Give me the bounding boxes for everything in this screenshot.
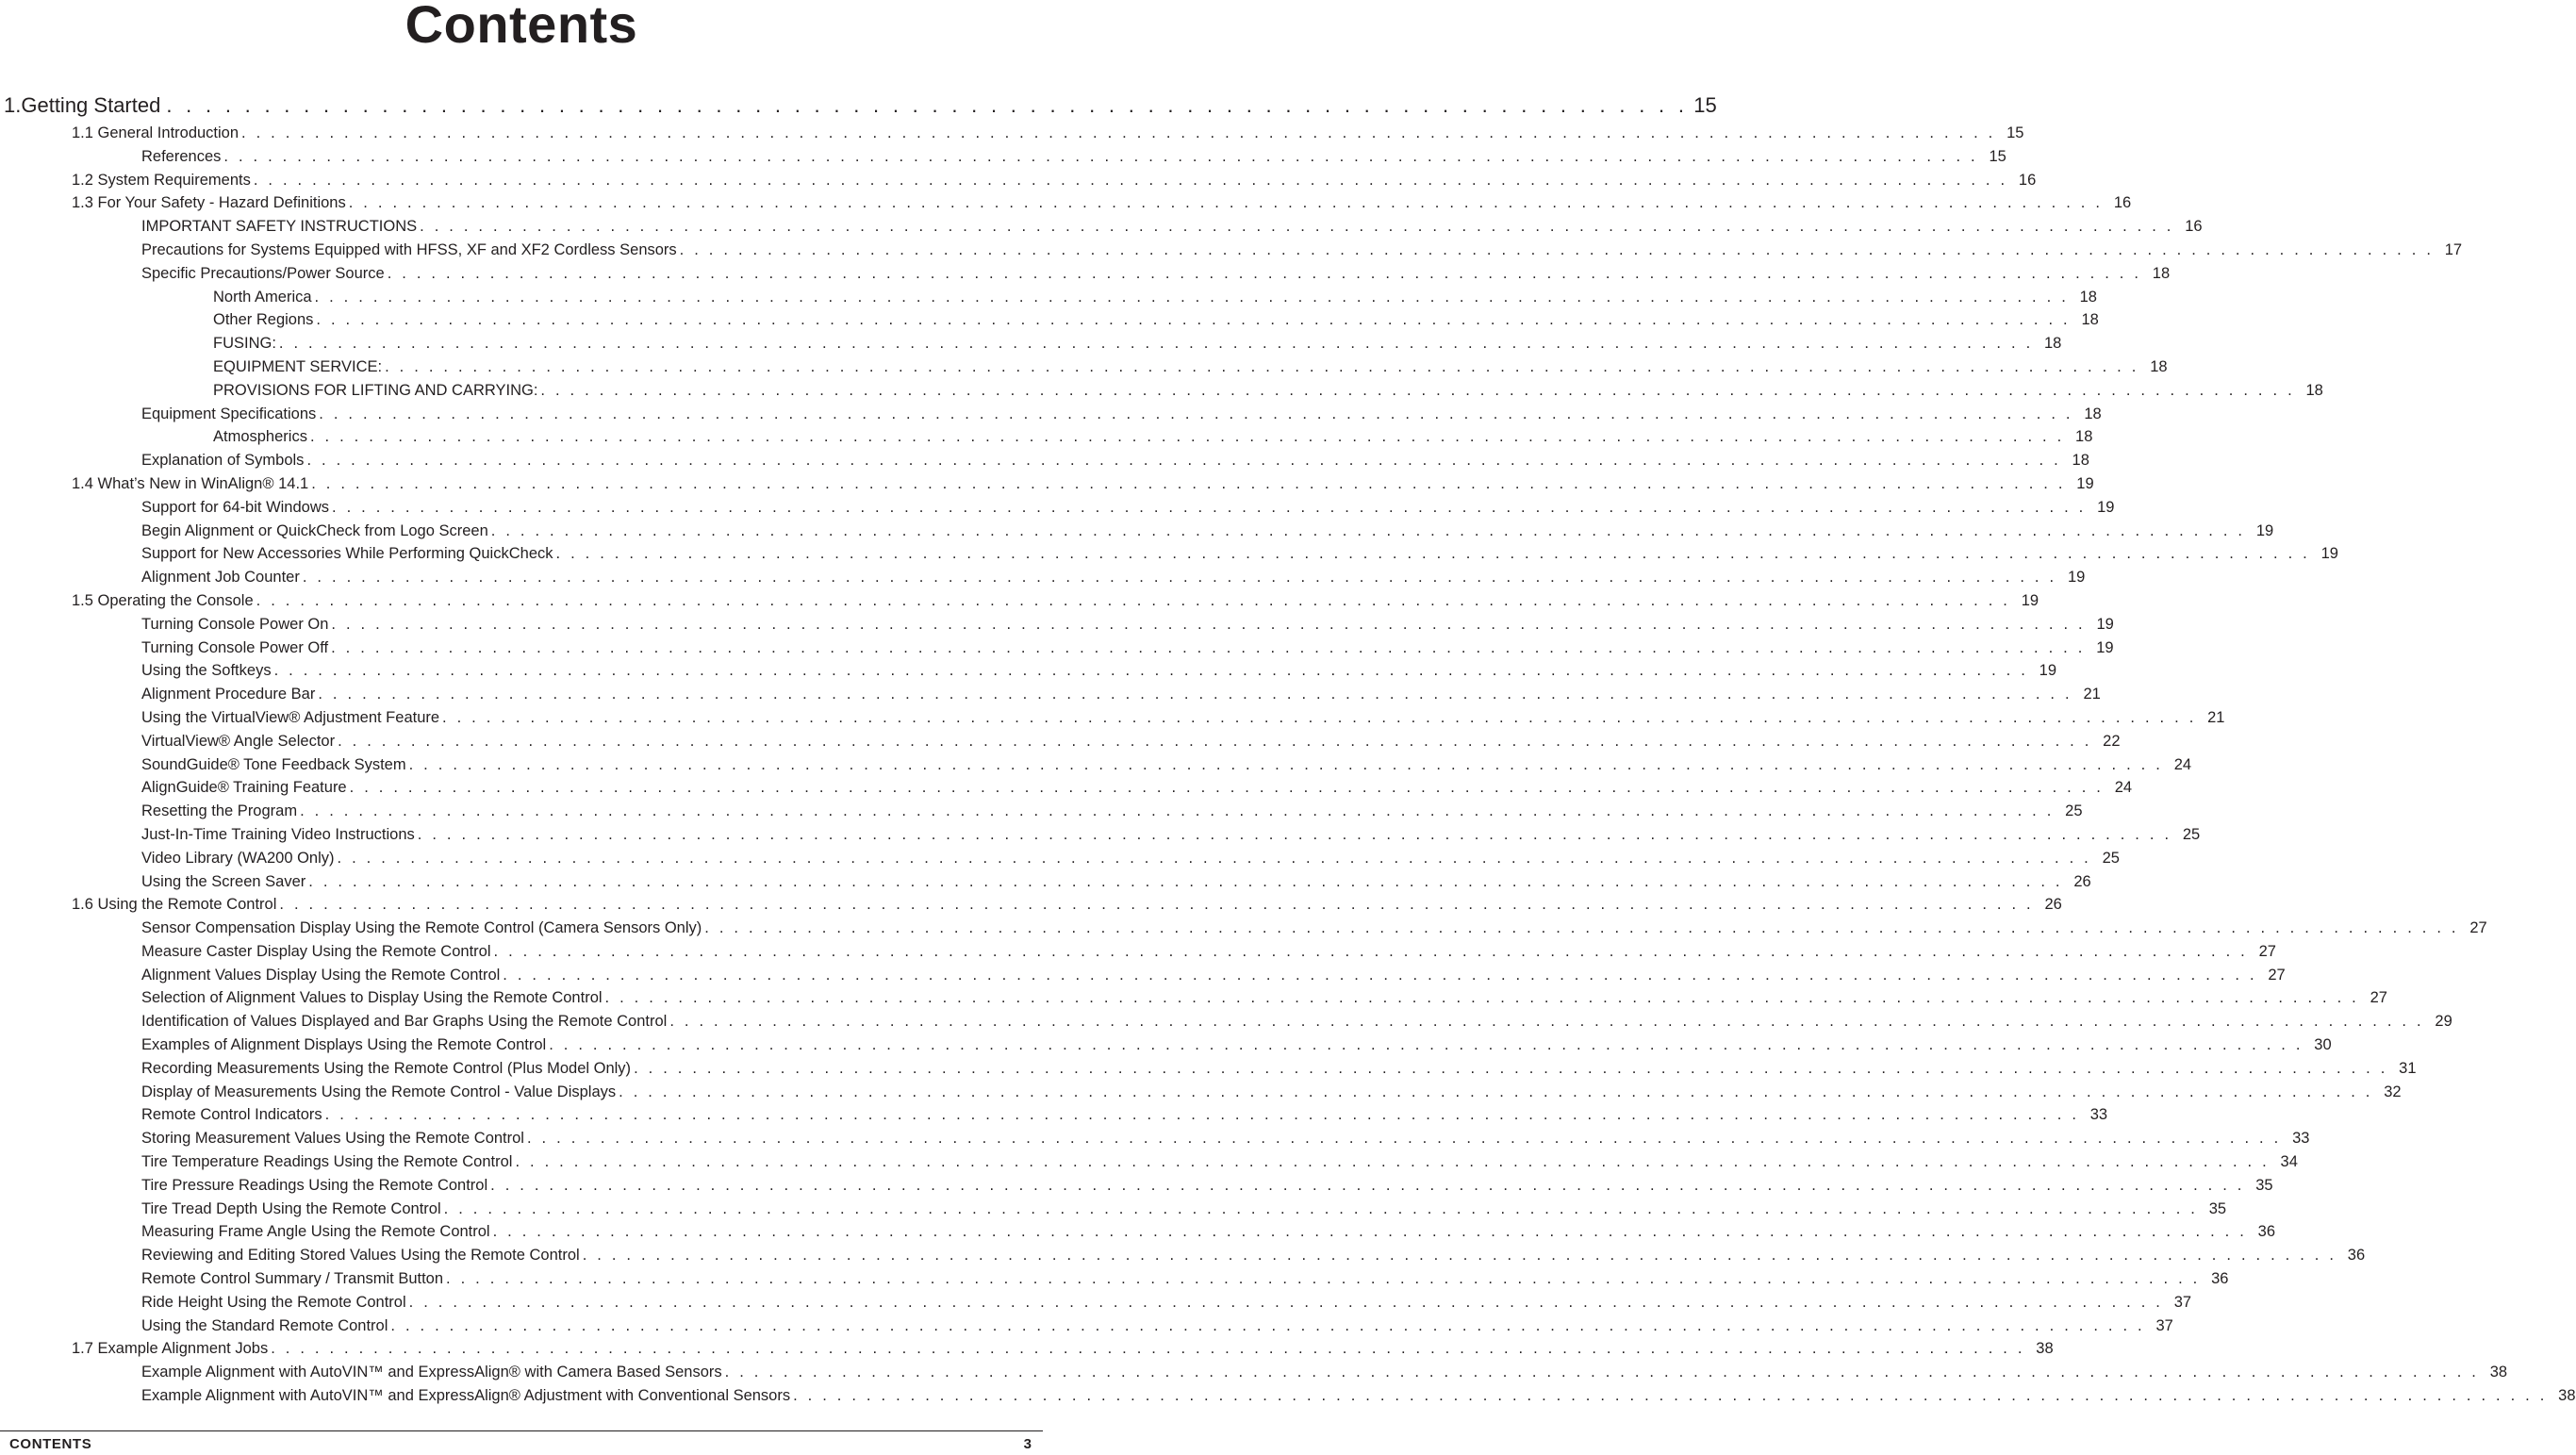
toc-entry-title: References [141, 147, 222, 165]
dot-leader: . . . . . . . . . . . . . . . . . . . . . . . . . . . . . . . . . . . . . . . . . . . . . . . . . . . . . . . . . . . . . . . . . . . . . . . . . . . . . . . . . . . . . . . . . . . . . . . . . . . . . . . . . . . . . . . . . . . . . . . . [348, 194, 2104, 212]
toc-entry-page-number: 32 [2384, 1083, 2402, 1100]
toc-entry[interactable] [0, 1384, 2576, 1408]
toc-entry-title: Recording Measurements Using the Remote Control (Plus Model Only) [141, 1059, 632, 1077]
toc-entry-page-number: 18 [2084, 405, 2102, 422]
toc-entry-title: Using the Standard Remote Control [141, 1316, 388, 1334]
dot-leader: . . . . . . . . . . . . . . . . . . . . . . . . . . . . . . . . . . . . . . . . . . . . . . . . . . . . . . . . . . . . . . . . . . . . . . . . . . . . . . . . . . . . . . . . . . . . . . . . . . . . . . . . . . . . . . . . . . . . . . . . [387, 264, 2142, 282]
toc-entry[interactable] [0, 1033, 2332, 1057]
toc-entry[interactable] [0, 1244, 2366, 1267]
toc-entry-page-number: 16 [2185, 218, 2203, 236]
toc-entry-page-number: 31 [2399, 1059, 2417, 1077]
toc-entry[interactable] [0, 403, 2102, 426]
toc-entry-title: PROVISIONS FOR LIFTING AND CARRYING: [213, 381, 538, 399]
toc-entry-title: Tire Pressure Readings Using the Remote Control [141, 1176, 488, 1194]
toc-entry[interactable] [0, 1150, 2298, 1174]
dot-leader: . . . . . . . . . . . . . . . . . . . . . . . . . . . . . . . . . . . . . . . . . . . . . . . . . . . . . . . . . . . . . . . . . . . . . . . . . . . . . . . . . . . . . . . . . . . . . . . . . . . . . . . . . . . . . . . . . . . . . . . . [493, 942, 2248, 960]
dot-leader: . . . . . . . . . . . . . . . . . . . . . . . . . . . . . . . . . . . . . . . . . . . . . . . . . . . . . . . . . . . . . . . . . . . . . . . . . . . . . . . . . . . . . . . . . . . . . . . . . . . . . . . . . . . . . . . . . . . . . . . . [408, 755, 2164, 773]
dot-leader: . . . . . . . . . . . . . . . . . . . . . . . . . . . . . . . . . . . . . . . . . . . . . . . . . . . . . . . . . . . . . . . . . . . . . . . . . . . . . . . . . . . . . . . . . . . . . . . . . . . . . . . . . . . . . . . . . . . . . . . . [503, 966, 2257, 984]
toc-entry-title: 1.2 System Requirements [72, 171, 251, 189]
toc-entry-page-number: 18 [2305, 381, 2323, 399]
footer-divider [0, 1430, 1043, 1431]
toc-entry-title: Explanation of Symbols [141, 452, 305, 470]
toc-entry-page-number: 18 [2075, 428, 2093, 446]
toc-entry[interactable] [0, 308, 2099, 332]
dot-leader: . . . . . . . . . . . . . . . . . . . . . . . . . . . . . . . . . . . . . . . . . . . . . . . . . . . . . . . . . . . . . . . . . . . . . . . . . . . . . . . . . . . . . . . . . . . . . . . . . . . . . . . . . . . . . . . . . . . . . . . . [446, 1270, 2201, 1288]
toc-entry-page-number: 37 [2173, 1293, 2192, 1311]
toc-entry-title: Alignment Job Counter [141, 569, 300, 587]
dot-leader: . . . . . . . . . . . . . . . . . . . . . . . . . . . . . . . . . . . . . . . . . . . . . . . . . . . . . . . . . . . . . . . . . . . . . . . . . . . . . . . . . . . . . . . . . . . . . . . . . . . . . . . . . . . . . . . . . . . . . . . . [308, 872, 2063, 890]
toc-entry[interactable] [0, 496, 2115, 520]
dot-leader: . . . . . . . . . . . . . . . . . . . . . . . . . . . . . . . . . . . . . . . . . . . . . . . . . . . . . . . . . . . . . . . . . . . . . . . . . . . . . . . . . . . . . . . . . . . . . . . . . . . . . . . . . . . . . . . . . . . . . . . . [279, 896, 2034, 914]
toc-entry[interactable] [0, 520, 2274, 543]
toc-entry-title: Support for New Accessories While Performing QuickCheck [141, 545, 553, 563]
dot-leader: . . . . . . . . . . . . . . . . . . . . . . . . . . . . . . . . . . . . . . . . . . . . . . . . . . . . . . . . . . . . . . . . . . . . . . . . . . . . . . . . . . . . . . . . . . . . . . . . . . . . . . . . . . . . . . . . . . . . . . . . [223, 147, 1978, 165]
page-title: Contents [405, 0, 638, 54]
toc-entry-page-number: 18 [2079, 288, 2097, 306]
toc-entry-title: Storing Measurement Values Using the Remote Control [141, 1130, 524, 1148]
toc-entry[interactable] [0, 449, 2089, 472]
toc-entry-title: 1.7 Example Alignment Jobs [72, 1340, 269, 1358]
toc-entry[interactable] [0, 1291, 2192, 1314]
toc-entry-page-number: 18 [2072, 452, 2089, 470]
toc-entry[interactable] [0, 589, 2039, 613]
toc-entry[interactable] [0, 800, 2083, 823]
dot-leader: . . . . . . . . . . . . . . . . . . . . . . . . . . . . . . . . . . . . . . . . . . . . . . . . . . . . . . . . . . . . . . . . . . . . . . . . . . . . . . . . . . . . . . . . . . . . . . . . . . . . . . . . . . . . . . . . . . . . . . . . [526, 1130, 2282, 1148]
toc-entry-title: North America [213, 288, 312, 306]
toc-entry-page-number: 25 [2102, 849, 2120, 867]
toc-entry[interactable] [0, 730, 2121, 753]
toc-entry-page-number: 25 [2182, 825, 2201, 843]
toc-entry[interactable] [0, 1057, 2417, 1081]
toc-entry-page-number: 19 [2255, 521, 2274, 539]
toc-entry-page-number: 24 [2173, 755, 2192, 773]
dot-leader: . . . . . . . . . . . . . . . . . . . . . . . . . . . . . . . . . . . . . . . . . . . . . . . . . . . . . . . . . . . . . . . . . . . . . . . . . . . . . . . . . . . . . . . . . . . . . . . . . . . . . . . . . . . . . . . . . . . . . . . . [318, 686, 2072, 703]
toc-entry[interactable] [0, 566, 2086, 589]
toc-entry-title: Specific Precautions/Power Source [141, 264, 385, 282]
toc-entry[interactable] [0, 940, 2276, 964]
toc-entry-title: Examples of Alignment Displays Using the Remote Control [141, 1036, 547, 1054]
toc-entry-page-number: 38 [2558, 1387, 2576, 1405]
toc-entry-title: Selection of Alignment Values to Display Using the Remote Control [141, 989, 603, 1007]
toc-entry-page-number: 19 [2096, 638, 2114, 656]
dot-leader: . . . . . . . . . . . . . . . . . . . . . . . . . . . . . . . . . . . . . . . . . . . . . . . . . . . . . . . . . . . . . . . . . . . . . . . . . . . . . . . . . . . . . . . . . . . . . . . . . . . . . . . . . . . . . . . . . . . . . . . . [582, 1247, 2337, 1265]
toc-entry[interactable] [0, 1267, 2229, 1291]
toc-entry-page-number: 19 [2096, 615, 2114, 633]
toc-entry-page-number: 18 [2081, 311, 2099, 329]
toc-entry-title: Remote Control Indicators [141, 1106, 322, 1124]
toc-entry-title: 1.5 Operating the Console [72, 591, 254, 609]
toc-entry-title: Alignment Procedure Bar [141, 686, 316, 703]
dot-leader: . . . . . . . . . . . . . . . . . . . . . . . . . . . . . . . . . . . . . . . . . . . . . . . . . . . . . . . . . . . . . . . . . . . . . . . . . . . . . . . . . . . . . . . . . . . . . . . . . . . . . . . . . . . . . . . . . . . . . . . . [316, 311, 2071, 329]
toc-entry-title: Video Library (WA200 Only) [141, 849, 335, 867]
toc-entry-title: Alignment Values Display Using the Remote Control [141, 966, 501, 984]
toc-entry-page-number: 27 [2258, 942, 2276, 960]
toc-entry-page-number: 26 [2073, 872, 2091, 890]
toc-entry-page-number: 15 [2006, 124, 2024, 141]
toc-entry-page-number: 21 [2083, 686, 2101, 703]
dot-leader: . . . . . . . . . . . . . . . . . . . . . . . . . . . . . . . . . . . . . . . . . . . . . . . . . . . . . . . . . . . . . . . . . . . . . . . . . . . . . . . . . . . . . . . . . . . . . . . . . . . . . . . . . . . . . . . . . . . . . . . . [278, 335, 2034, 353]
dot-leader: . . . . . . . . . . . . . . . . . . . . . . . . . . . . . . . . . . . . . . . . . . . . . . . . . . . . . . . . . . . . . . . . . . . . . . . . . . . . . . . . . . . . . . . . . . . . . . . . . . . . . . . . . . . . . . . . . . . . . . . . [241, 124, 1996, 141]
dot-leader: . . . . . . . . . . . . . . . . . . . . . . . . . . . . . . . . . . . . . . . . . . . . . . . . . . . . . . . . . . . . . . . . . . . . . . . . . . . . . . . . . . . . . . . . . . . . . . . . . . . . . . . . . . . . . . . . . . . . . . . . [390, 1316, 2145, 1334]
chapter-title: Getting Started [21, 93, 161, 117]
toc-entry[interactable] [0, 847, 2120, 870]
toc-entry-title: FUSING: [213, 335, 276, 353]
toc-entry[interactable] [0, 542, 2338, 566]
toc-entry-page-number: 19 [2039, 662, 2057, 680]
toc-entry-page-number: 33 [2089, 1106, 2108, 1124]
toc-entry-title: Atmospherics [213, 428, 307, 446]
toc-entry[interactable] [0, 823, 2201, 847]
toc-entry[interactable] [0, 379, 2323, 403]
toc-entry[interactable] [0, 169, 2037, 192]
toc-entry-page-number: 19 [2320, 545, 2338, 563]
dot-leader: . . . . . . . . . . . . . . . . . . . . . . . . . . . . . . . . . . . . . . . . . . . . . . . . . . . . . . . . . . . . . . . . . . . . . . . . . . . . . . . . . . . . . . . . . . . . . . . . . . . . . . . . . . . . . . . . . . . . . . . . [490, 521, 2246, 539]
toc-entry[interactable] [0, 1314, 2173, 1338]
toc-entry[interactable] [0, 637, 2114, 660]
dot-leader: . . . . . . . . . . . . . . . . . . . . . . . . . . . . . . . . . . . . . . . . . . . . . . . . . . . . . . . . . . . . . . . . . . . . . . . . . . . . . . [166, 93, 1689, 117]
toc-entry[interactable] [0, 332, 2062, 355]
toc-entry[interactable] [0, 1010, 2452, 1033]
toc-entry[interactable] [0, 215, 2203, 239]
toc-entry-title: Resetting the Program [141, 802, 298, 820]
toc-entry-title: Example Alignment with AutoVIN™ and ExpressAlign® with Camera Based Sensors [141, 1364, 722, 1381]
toc-entry-title: Reviewing and Editing Stored Values Using the Remote Control [141, 1247, 580, 1265]
dot-leader: . . . . . . . . . . . . . . . . . . . . . . . . . . . . . . . . . . . . . . . . . . . . . . . . . . . . . . . . . . . . . . . . . . . . . . . . . . . . . . . . . . . . . . . . . . . . . . . . . . . . . . . . . . . . . . . . . . . . . . . . [311, 474, 2066, 492]
toc-entry[interactable] [0, 870, 2091, 894]
toc-entry[interactable] [0, 191, 2132, 215]
dot-leader: . . . . . . . . . . . . . . . . . . . . . . . . . . . . . . . . . . . . . . . . . . . . . . . . . . . . . . . . . . . . . . . . . . . . . . . . . . . . . . . . . . . . . . . . . . . . . . . . . . . . . . . . . . . . . . . . . . . . . . . . [669, 1013, 2424, 1031]
dot-leader: . . . . . . . . . . . . . . . . . . . . . . . . . . . . . . . . . . . . . . . . . . . . . . . . . . . . . . . . . . . . . . . . . . . . . . . . . . . . . . . . . . . . . . . . . . . . . . . . . . . . . . . . . . . . . . . . . . . . . . . . [302, 569, 2057, 587]
toc-entry-title: VirtualView® Angle Selector [141, 732, 336, 750]
toc-entry-page-number: 36 [2257, 1223, 2276, 1241]
dot-leader: . . . . . . . . . . . . . . . . . . . . . . . . . . . . . . . . . . . . . . . . . . . . . . . . . . . . . . . . . . . . . . . . . . . . . . . . . . . . . . . . . . . . . . . . . . . . . . . . . . . . . . . . . . . . . . . . . . . . . . . . [306, 452, 2061, 470]
toc-entry[interactable] [0, 706, 2225, 730]
dot-leader: . . . . . . . . . . . . . . . . . . . . . . . . . . . . . . . . . . . . . . . . . . . . . . . . . . . . . . . . . . . . . . . . . . . . . . . . . . . . . . . . . . . . . . . . . . . . . . . . . . . . . . . . . . . . . . . . . . . . . . . . [273, 662, 2029, 680]
dot-leader: . . . . . . . . . . . . . . . . . . . . . . . . . . . . . . . . . . . . . . . . . . . . . . . . . . . . . . . . . . . . . . . . . . . . . . . . . . . . . . . . . . . . . . . . . . . . . . . . . . . . . . . . . . . . . . . . . . . . . . . . [490, 1176, 2245, 1194]
toc-entry-page-number: 30 [2314, 1036, 2332, 1054]
toc-entry-title: Support for 64-bit Windows [141, 498, 330, 516]
footer-page-number: 3 [1023, 1436, 1032, 1452]
toc-entry[interactable] [0, 1220, 2276, 1244]
toc-entry[interactable] [0, 472, 2094, 496]
dot-leader: . . . . . . . . . . . . . . . . . . . . . . . . . . . . . . . . . . . . . . . . . . . . . . . . . . . . . . . . . . . . . . . . . . . . . . . . . . . . . . . . . . . . . . . . . . . . . . . . . . . . . . . . . . . . . . . . . . . . . . . . [349, 779, 2105, 797]
toc-entry[interactable] [0, 753, 2192, 777]
toc-entry-page-number: 35 [2208, 1199, 2227, 1217]
toc-entry[interactable] [0, 917, 2487, 940]
dot-leader: . . . . . . . . . . . . . . . . . . . . . . . . . . . . . . . . . . . . . . . . . . . . . . . . . . . . . . . . . . . . . . . . . . . . . . . . . . . . . . . . . . . . . . . . . . . . . . . . . . . . . . . . . . . . . . . . . . . . . . . . [515, 1153, 2270, 1171]
toc-entry-page-number: 33 [2292, 1130, 2310, 1148]
toc-entry-title: 1.3 For Your Safety - Hazard Definitions [72, 194, 346, 212]
toc-entry[interactable] [0, 659, 2057, 683]
toc-entry-page-number: 18 [2044, 335, 2062, 353]
toc-entry[interactable] [0, 262, 2171, 286]
toc-entry-page-number: 18 [2150, 357, 2168, 375]
toc-entry[interactable] [0, 145, 2006, 169]
toc-entry[interactable] [0, 355, 2168, 379]
toc-entry[interactable] [0, 893, 2062, 917]
toc-entry-title: 1.4 What’s New in WinAlign® 14.1 [72, 474, 309, 492]
dot-leader: . . . . . . . . . . . . . . . . . . . . . . . . . . . . . . . . . . . . . . . . . . . . . . . . . . . . . . . . . . . . . . . . . . . . . . . . . . . . . . . . . . . . . . . . . . . . . . . . . . . . . . . . . . . . . . . . . . . . . . . . [300, 802, 2055, 820]
toc-entry-title: IMPORTANT SAFETY INSTRUCTIONS [141, 218, 418, 236]
toc-entry-title: Sensor Compensation Display Using the Remote Control (Camera Sensors Only) [141, 919, 702, 937]
toc-entry-title: 1.1 General Introduction [72, 124, 239, 141]
dot-leader: . . . . . . . . . . . . . . . . . . . . . . . . . . . . . . . . . . . . . . . . . . . . . . . . . . . . . . . . . . . . . . . . . . . . . . . . . . . . . . . . . . . . . . . . . . . . . . . . . . . . . . . . . . . . . . . . . . . . . . . . [492, 1223, 2248, 1241]
dot-leader: . . . . . . . . . . . . . . . . . . . . . . . . . . . . . . . . . . . . . . . . . . . . . . . . . . . . . . . . . . . . . . . . . . . . . . . . . . . . . . . . . . . . . . . . . . . . . . . . . . . . . . . . . . . . . . . . . . . . . . . . [331, 638, 2086, 656]
toc-entry-page-number: 38 [2489, 1364, 2508, 1381]
dot-leader: . . . . . . . . . . . . . . . . . . . . . . . . . . . . . . . . . . . . . . . . . . . . . . . . . . . . . . . . . . . . . . . . . . . . . . . . . . . . . . . . . . . . . . . . . . . . . . . . . . . . . . . . . . . . . . . . . . . . . . . . [309, 428, 2065, 446]
toc-entry-page-number: 15 [1989, 147, 2006, 165]
toc-entry-page-number: 18 [2152, 264, 2171, 282]
toc-entry-page-number: 19 [2097, 498, 2115, 516]
toc-entry-page-number: 21 [2207, 708, 2225, 726]
toc-entry-title: Using the Screen Saver [141, 872, 306, 890]
toc-entry[interactable] [0, 1081, 2402, 1104]
toc-list [0, 122, 2576, 1408]
toc-entry-title: AlignGuide® Training Feature [141, 779, 347, 797]
toc-entry-title: Remote Control Summary / Transmit Button [141, 1270, 444, 1288]
dot-leader: . . . . . . . . . . . . . . . . . . . . . . . . . . . . . . . . . . . . . . . . . . . . . . . . . . . . . . . . . . . . . . . . . . . . . . . . . . . . . . . . . . . . . . . . . . . . . . . . . . . . . . . . . . . . . . . . . . . . . . . . [314, 288, 2069, 306]
toc-entry-page-number: 27 [2469, 919, 2487, 937]
dot-leader: . . . . . . . . . . . . . . . . . . . . . . . . . . . . . . . . . . . . . . . . . . . . . . . . . . . . . . . . . . . . . . . . . . . . . . . . . . . . . . . . . . . . . . . . . . . . . . . . . . . . . . . . . . . . . . . . . . . . . . . . [704, 919, 2459, 937]
toc-entry-page-number: 37 [2155, 1316, 2173, 1334]
toc-entry-page-number: 17 [2444, 240, 2463, 258]
toc-entry[interactable] [0, 122, 2024, 145]
toc-entry-page-number: 16 [2113, 194, 2132, 212]
toc-entry-page-number: 35 [2255, 1176, 2273, 1194]
toc-entry-page-number: 36 [2347, 1247, 2366, 1265]
toc-entry-title: Turning Console Power On [141, 615, 329, 633]
toc-entry-page-number: 27 [2268, 966, 2286, 984]
toc-entry[interactable] [0, 964, 2286, 987]
toc-chapter-heading[interactable] [0, 91, 1717, 120]
chapter-number: 1. [4, 93, 22, 117]
toc-entry-title: Measure Caster Display Using the Remote Control [141, 942, 491, 960]
toc-entry[interactable] [0, 1174, 2273, 1198]
dot-leader: . . . . . . . . . . . . . . . . . . . . . . . . . . . . . . . . . . . . . . . . . . . . . . . . . . . . . . . . . . . . . . . . . . . . . . . . . . . . . . . . . . . . . . . . . . . . . . . . . . . . . . . . . . . . . . . . . . . . . . . . [549, 1036, 2304, 1054]
toc-entry[interactable] [0, 1337, 2054, 1361]
toc-entry-page-number: 27 [2370, 989, 2387, 1007]
dot-leader: . . . . . . . . . . . . . . . . . . . . . . . . . . . . . . . . . . . . . . . . . . . . . . . . . . . . . . . . . . . . . . . . . . . . . . . . . . . . . . . . . . . . . . . . . . . . . . . . . . . . . . . . . . . . . . . . . . . . . . . . [443, 1199, 2199, 1217]
toc-entry-title: Just-In-Time Training Video Instructions [141, 825, 415, 843]
toc-entry-title: SoundGuide® Tone Feedback System [141, 755, 406, 773]
toc-entry[interactable] [0, 286, 2097, 309]
toc-entry-page-number: 29 [2435, 1013, 2452, 1031]
dot-leader: . . . . . . . . . . . . . . . . . . . . . . . . . . . . . . . . . . . . . . . . . . . . . . . . . . . . . . . . . . . . . . . . . . . . . . . . . . . . . . . . . . . . . . . . . . . . . . . . . . . . . . . . . . . . . . . . . . . . . . . . [417, 825, 2172, 843]
toc-entry-title: Other Regions [213, 311, 314, 329]
dot-leader: . . . . . . . . . . . . . . . . . . . . . . . . . . . . . . . . . . . . . . . . . . . . . . . . . . . . . . . . . . . . . . . . . . . . . . . . . . . . . . . . . . . . . . . . . . . . . . . . . . . . . . . . . . . . . . . . . . . . . . . . [256, 591, 2011, 609]
dot-leader: . . . . . . . . . . . . . . . . . . . . . . . . . . . . . . . . . . . . . . . . . . . . . . . . . . . . . . . . . . . . . . . . . . . . . . . . . . . . . . . . . . . . . . . . . . . . . . . . . . . . . . . . . . . . . . . . . . . . . . . . [319, 405, 2073, 422]
toc-entry-title: EQUIPMENT SERVICE: [213, 357, 383, 375]
toc-entry-title: Display of Measurements Using the Remote Control - Value Displays [141, 1083, 617, 1100]
dot-leader: . . . . . . . . . . . . . . . . . . . . . . . . . . . . . . . . . . . . . . . . . . . . . . . . . . . . . . . . . . . . . . . . . . . . . . . . . . . . . . . . . . . . . . . . . . . . . . . . . . . . . . . . . . . . . . . . . . . . . . . . [679, 240, 2435, 258]
toc-entry[interactable] [0, 683, 2101, 706]
toc-entry-page-number: 34 [2280, 1153, 2298, 1171]
toc-entry-title: Turning Console Power Off [141, 638, 329, 656]
dot-leader: . . . . . . . . . . . . . . . . . . . . . . . . . . . . . . . . . . . . . . . . . . . . . . . . . . . . . . . . . . . . . . . . . . . . . . . . . . . . . . . . . . . . . . . . . . . . . . . . . . . . . . . . . . . . . . . . . . . . . . . . [338, 732, 2092, 750]
toc-entry-page-number: 16 [2018, 171, 2037, 189]
toc-entry-page-number: 19 [2076, 474, 2094, 492]
dot-leader: . . . . . . . . . . . . . . . . . . . . . . . . . . . . . . . . . . . . . . . . . . . . . . . . . . . . . . . . . . . . . . . . . . . . . . . . . . . . . . . . . . . . . . . . . . . . . . . . . . . . . . . . . . . . . . . . . . . . . . . . [420, 218, 2174, 236]
dot-leader: . . . . . . . . . . . . . . . . . . . . . . . . . . . . . . . . . . . . . . . . . . . . . . . . . . . . . . . . . . . . . . . . . . . . . . . . . . . . . . . . . . . . . . . . . . . . . . . . . . . . . . . . . . . . . . . . . . . . . . . . [271, 1340, 2025, 1358]
toc-entry-page-number: 26 [2044, 896, 2062, 914]
dot-leader: . . . . . . . . . . . . . . . . . . . . . . . . . . . . . . . . . . . . . . . . . . . . . . . . . . . . . . . . . . . . . . . . . . . . . . . . . . . . . . . . . . . . . . . . . . . . . . . . . . . . . . . . . . . . . . . . . . . . . . . . [253, 171, 2008, 189]
toc-entry-title: Equipment Specifications [141, 405, 317, 422]
toc-entry[interactable] [0, 1103, 2108, 1127]
dot-leader: . . . . . . . . . . . . . . . . . . . . . . . . . . . . . . . . . . . . . . . . . . . . . . . . . . . . . . . . . . . . . . . . . . . . . . . . . . . . . . . . . . . . . . . . . . . . . . . . . . . . . . . . . . . . . . . . . . . . . . . . [634, 1059, 2388, 1077]
toc-entry-page-number: 38 [2036, 1340, 2054, 1358]
toc-entry-page-number: 25 [2065, 802, 2083, 820]
chapter-page-number: 15 [1693, 93, 1717, 117]
toc-entry-title: Identification of Values Displayed and Bar Graphs Using the Remote Control [141, 1013, 668, 1031]
dot-leader: . . . . . . . . . . . . . . . . . . . . . . . . . . . . . . . . . . . . . . . . . . . . . . . . . . . . . . . . . . . . . . . . . . . . . . . . . . . . . . . . . . . . . . . . . . . . . . . . . . . . . . . . . . . . . . . . . . . . . . . . [619, 1083, 2373, 1100]
toc-entry-page-number: 19 [2067, 569, 2086, 587]
toc-entry-title: Begin Alignment or QuickCheck from Logo Screen [141, 521, 488, 539]
toc-entry[interactable] [0, 613, 2114, 637]
dot-leader: . . . . . . . . . . . . . . . . . . . . . . . . . . . . . . . . . . . . . . . . . . . . . . . . . . . . . . . . . . . . . . . . . . . . . . . . . . . . . . . . . . . . . . . . . . . . . . . . . . . . . . . . . . . . . . . . . . . . . . . . [555, 545, 2310, 563]
toc-entry-page-number: 24 [2114, 779, 2133, 797]
toc-entry-title: Precautions for Systems Equipped with HFSS, XF and XF2 Cordless Sensors [141, 240, 677, 258]
toc-entry-page-number: 19 [2021, 591, 2039, 609]
dot-leader: . . . . . . . . . . . . . . . . . . . . . . . . . . . . . . . . . . . . . . . . . . . . . . . . . . . . . . . . . . . . . . . . . . . . . . . . . . . . . . . . . . . . . . . . . . . . . . . . . . . . . . . . . . . . . . . . . . . . . . . . [331, 615, 2086, 633]
dot-leader: . . . . . . . . . . . . . . . . . . . . . . . . . . . . . . . . . . . . . . . . . . . . . . . . . . . . . . . . . . . . . . . . . . . . . . . . . . . . . . . . . . . . . . . . . . . . . . . . . . . . . . . . . . . . . . . . . . . . . . . . [604, 989, 2359, 1007]
toc-entry[interactable] [0, 776, 2133, 800]
dot-leader: . . . . . . . . . . . . . . . . . . . . . . . . . . . . . . . . . . . . . . . . . . . . . . . . . . . . . . . . . . . . . . . . . . . . . . . . . . . . . . . . . . . . . . . . . . . . . . . . . . . . . . . . . . . . . . . . . . . . . . . . [385, 357, 2139, 375]
toc-entry-page-number: 22 [2103, 732, 2121, 750]
dot-leader: . . . . . . . . . . . . . . . . . . . . . . . . . . . . . . . . . . . . . . . . . . . . . . . . . . . . . . . . . . . . . . . . . . . . . . . . . . . . . . . . . . . . . . . . . . . . . . . . . . . . . . . . . . . . . . . . . . . . . . . . [793, 1387, 2548, 1405]
dot-leader: . . . . . . . . . . . . . . . . . . . . . . . . . . . . . . . . . . . . . . . . . . . . . . . . . . . . . . . . . . . . . . . . . . . . . . . . . . . . . . . . . . . . . . . . . . . . . . . . . . . . . . . . . . . . . . . . . . . . . . . . [442, 708, 2197, 726]
toc-entry[interactable] [0, 1127, 2310, 1150]
toc-entry[interactable] [0, 425, 2093, 449]
toc-entry-title: Example Alignment with AutoVIN™ and ExpressAlign® Adjustment with Conventional Sensors [141, 1387, 791, 1405]
toc-entry-title: 1.6 Using the Remote Control [72, 896, 277, 914]
dot-leader: . . . . . . . . . . . . . . . . . . . . . . . . . . . . . . . . . . . . . . . . . . . . . . . . . . . . . . . . . . . . . . . . . . . . . . . . . . . . . . . . . . . . . . . . . . . . . . . . . . . . . . . . . . . . . . . . . . . . . . . . [324, 1106, 2080, 1124]
dot-leader: . . . . . . . . . . . . . . . . . . . . . . . . . . . . . . . . . . . . . . . . . . . . . . . . . . . . . . . . . . . . . . . . . . . . . . . . . . . . . . . . . . . . . . . . . . . . . . . . . . . . . . . . . . . . . . . . . . . . . . . . [408, 1293, 2164, 1311]
toc-entry-title: Measuring Frame Angle Using the Remote Control [141, 1223, 490, 1241]
toc-entry[interactable] [0, 1361, 2508, 1384]
toc-entry-page-number: 36 [2211, 1270, 2229, 1288]
toc-entry-title: Tire Temperature Readings Using the Remote Control [141, 1153, 513, 1171]
toc-entry[interactable] [0, 986, 2387, 1010]
dot-leader: . . . . . . . . . . . . . . . . . . . . . . . . . . . . . . . . . . . . . . . . . . . . . . . . . . . . . . . . . . . . . . . . . . . . . . . . . . . . . . . . . . . . . . . . . . . . . . . . . . . . . . . . . . . . . . . . . . . . . . . . [332, 498, 2087, 516]
toc-entry-title: Using the Softkeys [141, 662, 272, 680]
dot-leader: . . . . . . . . . . . . . . . . . . . . . . . . . . . . . . . . . . . . . . . . . . . . . . . . . . . . . . . . . . . . . . . . . . . . . . . . . . . . . . . . . . . . . . . . . . . . . . . . . . . . . . . . . . . . . . . . . . . . . . . . [724, 1364, 2480, 1381]
toc-entry-title: Tire Tread Depth Using the Remote Control [141, 1199, 441, 1217]
toc-entry[interactable] [0, 1198, 2227, 1221]
dot-leader: . . . . . . . . . . . . . . . . . . . . . . . . . . . . . . . . . . . . . . . . . . . . . . . . . . . . . . . . . . . . . . . . . . . . . . . . . . . . . . . . . . . . . . . . . . . . . . . . . . . . . . . . . . . . . . . . . . . . . . . . [337, 849, 2091, 867]
dot-leader: . . . . . . . . . . . . . . . . . . . . . . . . . . . . . . . . . . . . . . . . . . . . . . . . . . . . . . . . . . . . . . . . . . . . . . . . . . . . . . . . . . . . . . . . . . . . . . . . . . . . . . . . . . . . . . . . . . . . . . . . [540, 381, 2295, 399]
toc-entry-title: Using the VirtualView® Adjustment Feature [141, 708, 440, 726]
footer-section-label: CONTENTS [9, 1436, 92, 1452]
toc-entry-title: Ride Height Using the Remote Control [141, 1293, 406, 1311]
toc-entry[interactable] [0, 239, 2463, 262]
